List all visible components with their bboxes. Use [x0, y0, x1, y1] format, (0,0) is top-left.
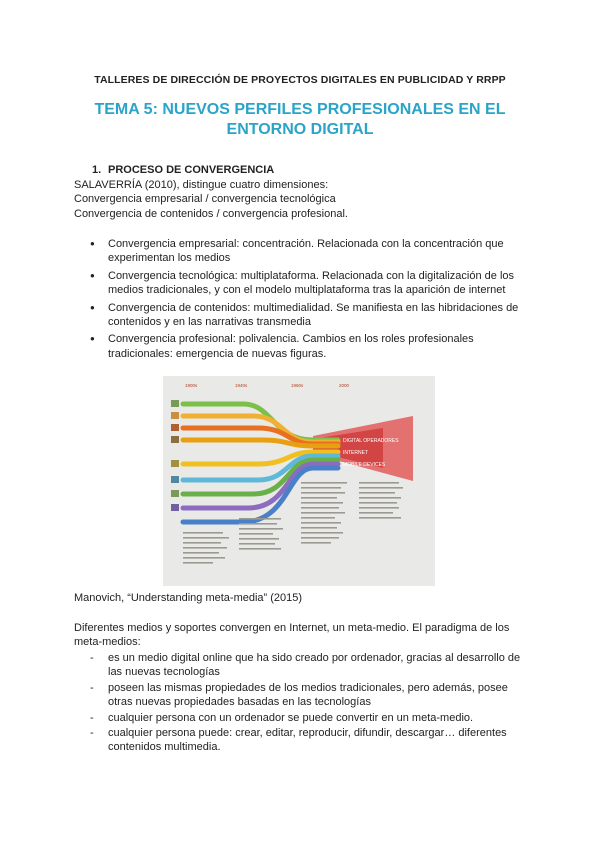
fine-print — [359, 482, 399, 484]
fine-print — [183, 562, 213, 564]
list-item: ● Convergencia profesional: polivalencia. Cambios en los roles profesionales tradicionales: emergencia de nuevas figuras. — [90, 332, 530, 361]
fine-print — [183, 552, 219, 554]
fine-print — [359, 512, 393, 514]
fine-print — [359, 507, 399, 509]
output-label: DIGITAL OPERADORES — [343, 438, 399, 444]
bullet-list — [90, 237, 530, 364]
list-item: - poseen las mismas propiedades de los medios tradicionales, pero además, posee otras nuevas propiedades basadas en las tecnologías — [90, 681, 530, 710]
fine-print — [301, 542, 331, 544]
list-item: ● Convergencia de contenidos: multimedialidad. Se manifiesta en las hibridaciones de contenidos y en las narrativas transmedia — [90, 301, 530, 330]
list-item: - es un medio digital online que ha sido creado por ordenador, gracias al desarrollo de las nuevas tecnologías — [90, 651, 530, 680]
year-label: 1900s — [185, 383, 198, 388]
fine-print — [301, 517, 335, 519]
fine-print — [301, 497, 337, 499]
intro-line: Convergencia de contenidos / convergencia profesional. — [74, 207, 348, 220]
year-label: 1940s — [235, 383, 248, 388]
fine-print — [183, 537, 229, 539]
medium-icon — [171, 476, 179, 483]
fine-print — [359, 497, 401, 499]
list-item: - cualquier persona puede: crear, editar, reproducir, difundir, descargar… diferentes contenidos multimedia. — [90, 726, 530, 755]
medium-icon — [171, 436, 179, 443]
fine-print — [359, 487, 403, 489]
fine-print — [301, 482, 347, 484]
dash-list — [90, 651, 530, 756]
fine-print — [239, 518, 281, 520]
output-label: MOBILE DEVICES — [343, 462, 386, 468]
intro-line: SALAVERRÍA (2010), distingue cuatro dimensiones: — [74, 179, 329, 191]
page-title: TEMA 5: NUEVOS PERFILES PROFESIONALES EN EL ENTORNO DIGITAL — [94, 101, 506, 138]
fine-print — [301, 532, 343, 534]
year-label: 1960s — [291, 383, 304, 388]
section-number: 1. — [92, 164, 102, 176]
meta-media-paragraph: Diferentes medios y soportes convergen en Internet, un meta-medio. El paradigma de los meta-medios: — [74, 622, 510, 649]
fine-print — [301, 527, 337, 529]
fine-print — [183, 542, 221, 544]
fine-print — [301, 537, 339, 539]
infographic-svg — [163, 376, 435, 586]
medium-icon — [171, 504, 179, 511]
fine-print — [301, 492, 345, 494]
medium-icon — [171, 460, 179, 467]
fine-print — [239, 543, 275, 545]
medium-icon — [171, 400, 179, 407]
document-header: TALLERES DE DIRECCIÓN DE PROYECTOS DIGITALES EN PUBLICIDAD Y RRPP — [94, 74, 506, 86]
fine-print — [239, 523, 277, 525]
medium-icon — [171, 424, 179, 431]
intro-text — [74, 178, 348, 221]
fine-print — [239, 528, 283, 530]
fine-print — [239, 548, 281, 550]
fine-print — [301, 522, 341, 524]
fine-print — [183, 547, 227, 549]
list-item: - cualquier persona con un ordenador se puede convertir en un meta-medio. — [90, 711, 530, 725]
fine-print — [301, 502, 343, 504]
list-item: ● Convergencia empresarial: concentración. Relacionada con la concentración que experimentan los medios — [90, 237, 530, 266]
year-label: 2000 — [339, 383, 350, 388]
fine-print — [359, 492, 395, 494]
output-label: INTERNET — [343, 450, 368, 456]
list-item: ● Convergencia tecnológica: multiplataforma. Relacionada con la digitalización de los medios tradicionales, y con el modelo multiplataforma tras la aparición de internet — [90, 269, 530, 298]
figure-caption: Manovich, “Understanding meta-media” (2015) — [74, 592, 303, 604]
section-label: PROCESO DE CONVERGENCIA — [108, 164, 275, 176]
fine-print — [301, 487, 341, 489]
fine-print — [359, 517, 401, 519]
intro-line: Convergencia empresarial / convergencia tecnológica — [74, 193, 336, 206]
medium-icon — [171, 490, 179, 497]
fine-print — [183, 557, 225, 559]
fine-print — [359, 502, 397, 504]
fine-print — [183, 532, 223, 534]
medium-icon — [171, 412, 179, 419]
fine-print — [301, 507, 339, 509]
convergence-infographic — [163, 376, 435, 586]
fine-print — [301, 512, 345, 514]
fine-print — [239, 533, 273, 535]
fine-print — [239, 538, 279, 540]
section-heading — [92, 164, 274, 176]
